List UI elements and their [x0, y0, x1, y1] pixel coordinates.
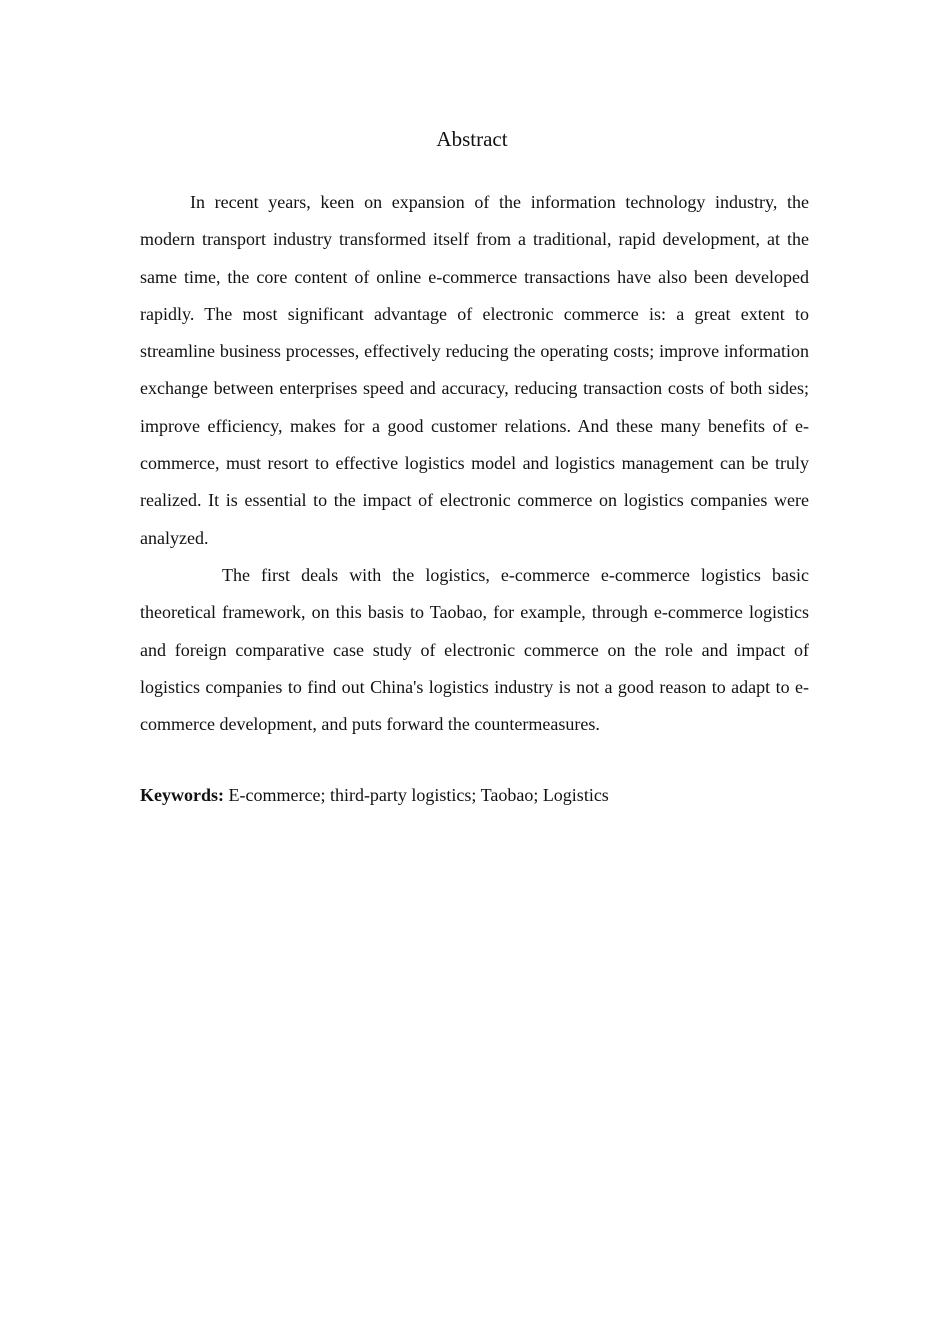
abstract-paragraph-1: In recent years, keen on expansion of the information technology industry, the modern transport industry transformed itself from a traditional, rapid development, at the same time, the core content of online e-commerce transactions have also been developed rapidly. The most significant advantage of electronic commerce is: a great extent to streamline business processes, effectively reducing the operating costs; improve information exchange between enterprises speed and accuracy, reducing transaction costs of both sides; improve efficiency, makes for a good customer relations. And these many benefits of e-commerce, must resort to effective logistics model and logistics management can be truly realized. It is essential to the impact of electronic commerce on logistics companies were analyzed. — [140, 192, 809, 548]
abstract-paragraph-2: The first deals with the logistics, e-commerce e-commerce logistics basic theoretical framework, on this basis to Taobao, for example, through e-commerce logistics and foreign comparative case study of electronic commerce on the role and impact of logistics companies to find out China's logistics industry is not a good reason to adapt to e-commerce development, and puts forward the countermeasures. — [140, 564, 809, 735]
keywords-text: E-commerce; third-party logistics; Taobao; Logistics — [224, 785, 609, 805]
keywords-label: Keywords: — [140, 785, 224, 805]
abstract-body — [140, 184, 809, 743]
keywords-line — [140, 782, 809, 808]
abstract-title: Abstract — [436, 127, 508, 151]
